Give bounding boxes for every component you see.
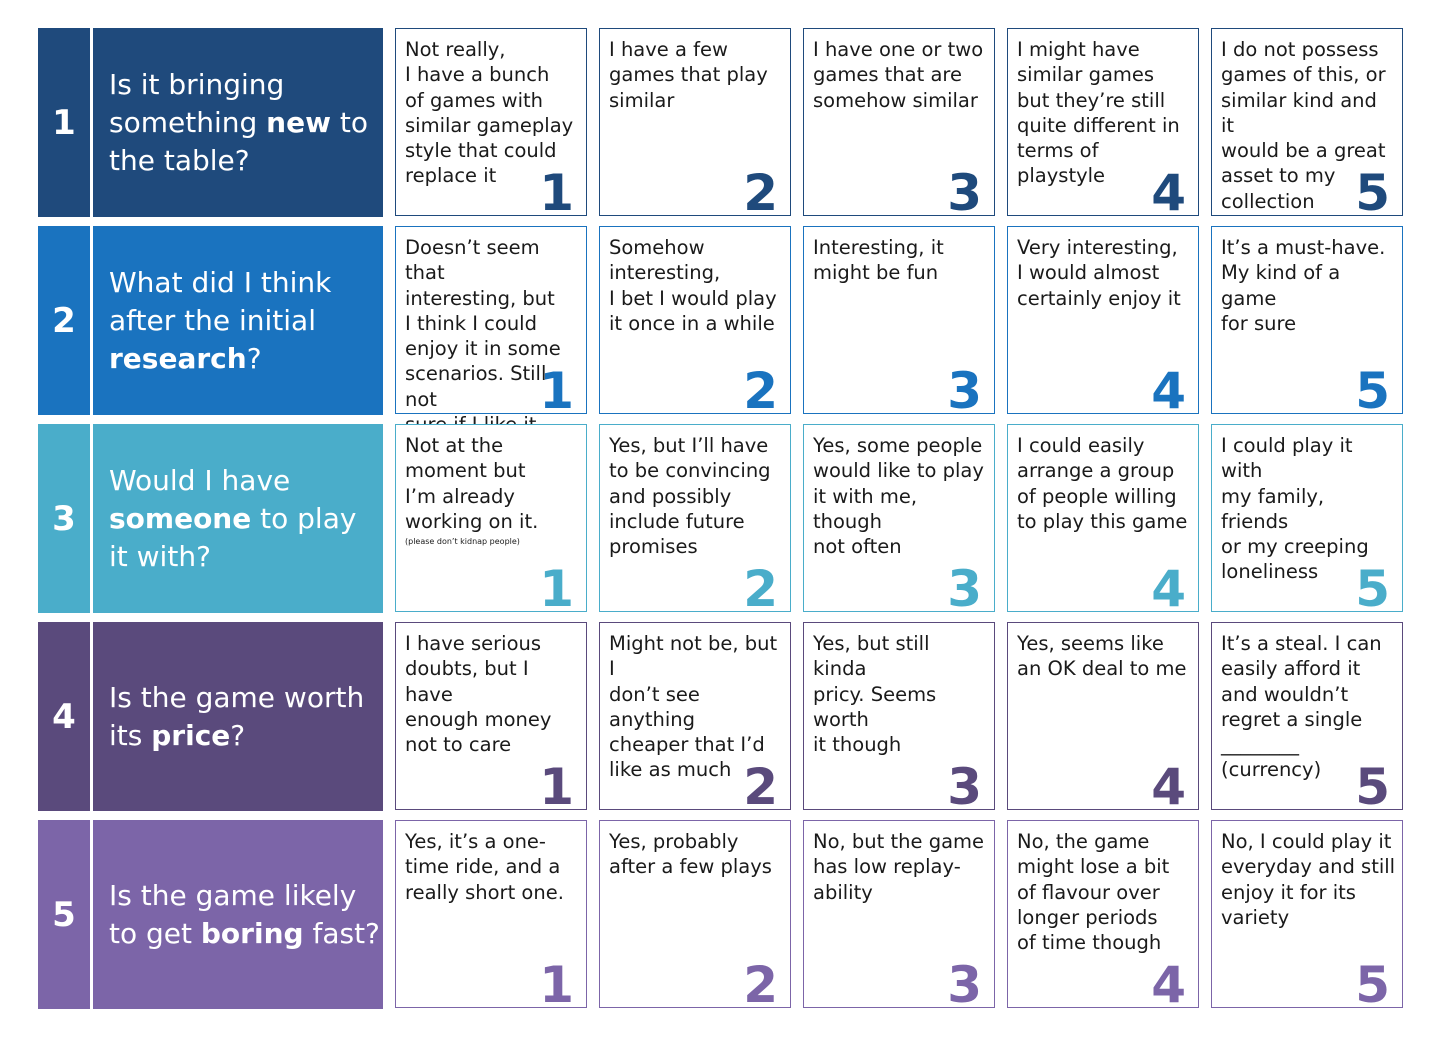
question-fragment: to play it with? <box>109 501 357 573</box>
answer-text: Might not be, but I don’t see anything cheaper that I’d like as much <box>609 632 778 782</box>
question-number: 2 <box>38 226 90 415</box>
score-number: 3 <box>947 560 982 618</box>
question-fragment: fast? <box>303 916 380 950</box>
answer-card-2 <box>599 820 791 1014</box>
answer-text: Yes, some people would like to play it with me, though not often <box>813 434 984 559</box>
answer-card-4 <box>1007 28 1199 222</box>
answer-card-5 <box>1211 622 1403 816</box>
answer-card-4 <box>1007 820 1199 1014</box>
score-number: 1 <box>539 362 574 420</box>
question-number: 3 <box>38 424 90 613</box>
answer-card-3 <box>803 28 995 222</box>
answer-card-3 <box>803 424 995 618</box>
answer-text: Yes, probably after a few plays <box>609 830 772 879</box>
question-text <box>93 622 383 811</box>
question-text <box>93 424 383 613</box>
question-row-4 <box>38 622 1408 816</box>
answer-card-3 <box>803 820 995 1014</box>
answer-card-4 <box>1007 226 1199 420</box>
answer-text: I do not possess games of this, or similar kind and it would be a great asset to my collection <box>1221 38 1386 213</box>
question-fragment: What did I think after the initial <box>109 265 332 337</box>
question-fragment: Would I have <box>109 463 291 497</box>
score-number: 4 <box>1151 758 1186 816</box>
score-number: 2 <box>743 362 778 420</box>
answer-text: Not really, I have a bunch of games with similar gameplay style that could replace it <box>405 38 574 188</box>
question-text <box>93 820 383 1009</box>
answer-card-1 <box>395 424 587 618</box>
answer-text: It’s a steal. I can easily afford it and wouldn’t regret a single ________ (currency) <box>1221 632 1382 782</box>
question-keyword: boring <box>200 916 304 950</box>
question-fragment: ? <box>230 718 246 752</box>
answer-text: I have serious doubts, but I have enough money not to care <box>405 632 552 757</box>
answer-text: Doesn’t seem that interesting, but I think I could enjoy it in some scenarios. Still not <box>405 236 561 411</box>
score-number: 3 <box>947 362 982 420</box>
answer-text: I could play it with my family, friends or my creeping loneliness <box>1221 434 1369 584</box>
answer-text: Somehow interesting, I bet I would play it once in a while <box>609 236 777 335</box>
score-number: 2 <box>743 164 778 222</box>
score-number: 3 <box>947 164 982 222</box>
score-number: 4 <box>1151 956 1186 1014</box>
answer-text: I might have similar games but they’re still quite different in terms of playstyle <box>1017 38 1180 188</box>
question-fragment: Is the game worth its <box>109 680 365 752</box>
score-number: 1 <box>539 758 574 816</box>
answer-card-1 <box>395 820 587 1014</box>
answer-card-2 <box>599 424 791 618</box>
score-number: 5 <box>1355 758 1390 816</box>
score-number: 2 <box>743 560 778 618</box>
question-keyword: research <box>109 341 247 375</box>
answer-text: I have a few games that play similar <box>609 38 768 112</box>
question-keyword: someone <box>109 501 252 535</box>
answer-card-3 <box>803 226 995 420</box>
question-row-2 <box>38 226 1408 420</box>
score-number: 2 <box>743 956 778 1014</box>
answer-card-5 <box>1211 226 1403 420</box>
answer-text: It’s a must-have. My kind of a game for sure <box>1221 236 1386 335</box>
score-number: 4 <box>1151 164 1186 222</box>
score-number: 3 <box>947 956 982 1014</box>
answer-card-5 <box>1211 28 1403 222</box>
answer-text: Very interesting, I would almost certainly enjoy it <box>1017 236 1181 310</box>
question-text <box>93 226 383 415</box>
score-number: 5 <box>1355 164 1390 222</box>
question-fragment: Is it bringing something <box>109 67 285 139</box>
answer-card-4 <box>1007 424 1199 618</box>
answer-note: (please don’t kidnap people) <box>405 537 520 547</box>
question-text <box>93 28 383 217</box>
score-number: 4 <box>1151 362 1186 420</box>
question-fragment: Is the game likely to get <box>109 878 357 950</box>
answer-text: No, the game might lose a bit of flavour over longer periods of time though <box>1017 830 1170 955</box>
answer-card-2 <box>599 28 791 222</box>
score-number: 1 <box>539 560 574 618</box>
question-number: 5 <box>38 820 90 1009</box>
score-number: 5 <box>1355 956 1390 1014</box>
question-row-5 <box>38 820 1408 1014</box>
answer-text: Interesting, it might be fun <box>813 236 944 285</box>
question-number: 4 <box>38 622 90 811</box>
answer-card-4 <box>1007 622 1199 816</box>
answer-text: I have one or two games that are somehow similar <box>813 38 984 112</box>
answer-text: No, but the game has low replay- ability <box>813 830 985 904</box>
answer-text: Yes, it’s a one- time ride, and a really short one. <box>405 830 564 904</box>
score-number: 2 <box>743 758 778 816</box>
score-number: 4 <box>1151 560 1186 618</box>
answer-text: Yes, but still kinda pricy. Seems worth it though <box>813 632 937 757</box>
question-fragment: ? <box>246 341 262 375</box>
score-number: 1 <box>539 956 574 1014</box>
answer-text: Not at the moment but I’m already working on it. (please don’t kidnap people) <box>405 433 580 548</box>
answer-text: Yes, seems like an OK deal to me <box>1017 632 1187 681</box>
answer-card-5 <box>1211 424 1403 618</box>
answer-card-1 <box>395 622 587 816</box>
answer-card-2 <box>599 622 791 816</box>
score-number: 1 <box>539 164 574 222</box>
question-fragment: to the table? <box>109 105 368 177</box>
score-number: 3 <box>947 758 982 816</box>
answer-card-1 <box>395 226 587 420</box>
answer-card-1 <box>395 28 587 222</box>
answer-card-5 <box>1211 820 1403 1014</box>
question-keyword: new <box>266 105 331 139</box>
answer-card-2 <box>599 226 791 420</box>
score-number: 5 <box>1355 362 1390 420</box>
answer-text: I could easily arrange a group of people willing to play this game <box>1017 434 1188 533</box>
question-row-1 <box>38 28 1408 222</box>
answer-text: No, I could play it everyday and still enjoy it for its variety <box>1221 830 1396 929</box>
question-number: 1 <box>38 28 90 217</box>
question-keyword: price <box>151 718 231 752</box>
answer-card-3 <box>803 622 995 816</box>
answer-text: Yes, but I’ll have to be convincing and possibly include future promises <box>609 434 771 559</box>
score-number: 5 <box>1355 560 1390 618</box>
question-row-3 <box>38 424 1408 618</box>
